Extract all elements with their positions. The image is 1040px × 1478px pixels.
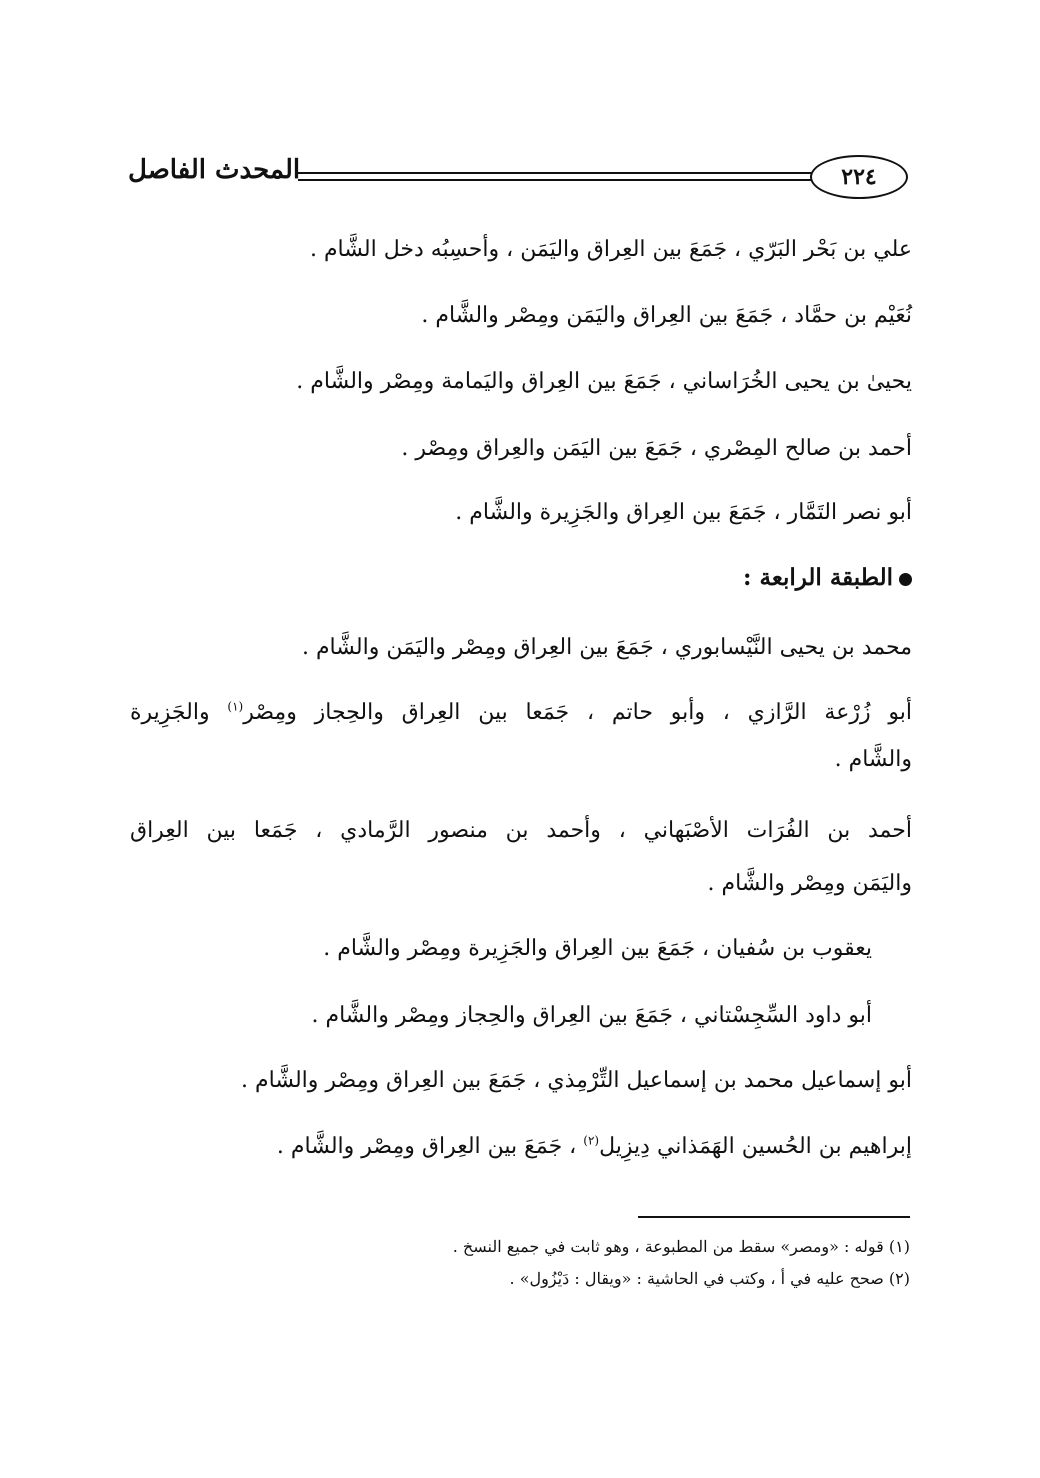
entry-line: أبو إسماعيل محمد بن إسماعيل التِّرْمِذي ، جَمَعَ بين العِراق ومِصْر والشَّام . (241, 1068, 912, 1093)
entry-line: أحمد بن الفُرَات الأصْبَهاني ، وأحمد بن منصور الرَّمادي ، جَمَعا بين العِراق (130, 818, 912, 843)
page-number: ٢٢٤ (810, 155, 908, 199)
footnote: (٢) صحح عليه في أ ، وكتب في الحاشية : «ويقال : دَيْزُول» . (509, 1269, 910, 1288)
entry-line: أحمد بن صالح المِصْري ، جَمَعَ بين اليَمَن والعِراق ومِصْر . (401, 436, 912, 461)
footnote: (١) قوله : «ومصر» سقط من المطبوعة ، وهو ثابت في جميع النسخ . (452, 1237, 910, 1256)
book-title: المحدث الفاصل (128, 155, 301, 185)
entry-line: محمد بن يحيى النَّيْسابوري ، جَمَعَ بين العِراق ومِصْر واليَمَن والشَّام . (301, 635, 912, 660)
entry-line: أبو نصر التَمَّار ، جَمَعَ بين العِراق والجَزِيرة والشَّام . (455, 500, 912, 525)
entry-line: والشَّام . (834, 747, 912, 772)
entry-line: علي بن بَحْر البَرّي ، جَمَعَ بين العِراق واليَمَن ، وأحسِبُه دخل الشَّام . (309, 237, 912, 262)
entry-line: واليَمَن ومِصْر والشَّام . (707, 871, 912, 896)
entry-text: أبو زُرْعة الرَّازي ، وأبو حاتم ، جَمَعا بين العِراق والحِجاز ومِصْر (243, 700, 912, 725)
entry-line (277, 1131, 912, 1163)
entry-text: إبراهيم بن الحُسين الهَمَذاني دِيزِيل (599, 1134, 912, 1159)
header-rule (298, 179, 812, 181)
header-rule (298, 172, 812, 174)
page-header (128, 155, 908, 205)
footnote-marker: (٢) (583, 1133, 600, 1148)
entry-line: يحيىٰ بن يحيى الخُرَاساني ، جَمَعَ بين العِراق واليَمامة ومِصْر والشَّام . (296, 369, 912, 394)
entry-text: ، جَمَعَ بين العِراق ومِصْر والشَّام . (276, 1134, 577, 1159)
entry-line: أبو داود السِّجِسْتاني ، جَمَعَ بين العِراق والحِجاز ومِصْر والشَّام . (311, 1003, 872, 1028)
footnote-separator (638, 1216, 910, 1218)
section-heading (743, 564, 912, 591)
footnote-marker: (١) (227, 699, 244, 714)
entry-line: يعقوب بن سُفيان ، جَمَعَ بين العِراق والجَزِيرة ومِصْر والشَّام . (323, 936, 872, 961)
entry-line: نُعَيْم بن حمَّاد ، جَمَعَ بين العِراق واليَمَن ومِصْر والشَّام . (421, 303, 912, 328)
bullet-icon (899, 573, 912, 586)
entry-text: والجَزِيرة (130, 700, 210, 725)
entry-line (130, 697, 912, 729)
section-heading-text: الطبقة الرابعة : (743, 564, 893, 591)
